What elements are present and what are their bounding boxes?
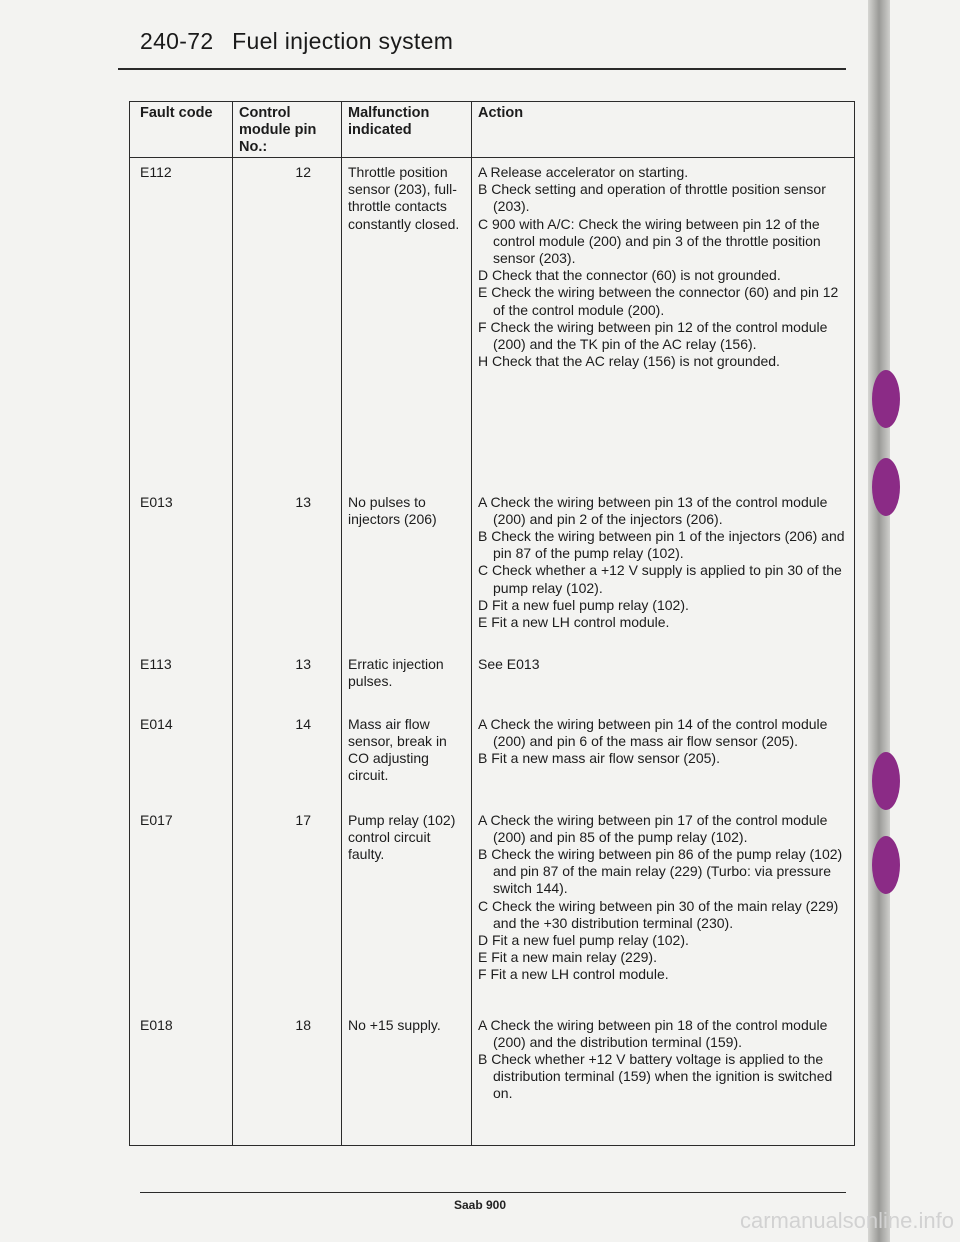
punch-hole (872, 370, 900, 428)
action-step: See E013 (478, 655, 540, 672)
action-step: B Fit a new mass air flow sensor (205). (478, 749, 720, 766)
action-step: B Check setting and operation of throttle position sensor (203). (478, 181, 826, 215)
action-step: A Check the wiring between pin 17 of the control module (200) and pin 85 of the pump relay (102). (478, 811, 828, 845)
footer-rule (140, 1192, 846, 1193)
actions (472, 806, 855, 1011)
fault-code: E113 (130, 650, 233, 710)
actions (472, 650, 855, 710)
pin-number: 17 (233, 806, 342, 1011)
malfunction: Erratic injection pulses. (342, 650, 472, 710)
action-step: H Check that the AC relay (156) is not grounded. (478, 353, 780, 370)
action-step: D Fit a new fuel pump relay (102). (478, 596, 689, 613)
malfunction: Throttle position sensor (203), full-throttle contacts constantly closed. (342, 158, 472, 488)
action-step: F Fit a new LH control module. (478, 966, 669, 983)
malfunction: Pump relay (102) control circuit faulty. (342, 806, 472, 1011)
malfunction: No +15 supply. (342, 1011, 472, 1146)
action-step: C Check the wiring between pin 30 of the main relay (229) and the +30 distribution terminal (230). (478, 897, 839, 931)
action-step: E Fit a new LH control module. (478, 613, 670, 630)
table-row (130, 1011, 855, 1146)
section-title: Fuel injection system (232, 28, 454, 54)
action-step: C Check whether a +12 V supply is applied to pin 30 of the pump relay (102). (478, 562, 842, 596)
fault-code: E017 (130, 806, 233, 1011)
fault-code: E112 (130, 158, 233, 488)
malfunction: No pulses to injectors (206) (342, 488, 472, 650)
pin-number: 14 (233, 710, 342, 806)
action-step: A Check the wiring between pin 14 of the control module (200) and pin 6 of the mass air flow sensor (205). (478, 715, 828, 749)
col-header-malfunction: Malfunction indicated (342, 102, 472, 158)
punch-hole (872, 752, 900, 810)
page-footer: Saab 900 (453, 1198, 507, 1212)
col-header-fault-code: Fault code (130, 102, 233, 158)
fault-code: E014 (130, 710, 233, 806)
fault-code: E018 (130, 1011, 233, 1146)
punch-hole (872, 836, 900, 894)
action-step: D Fit a new fuel pump relay (102). (478, 931, 689, 948)
page-number: 240-72 (140, 28, 214, 54)
col-header-action: Action (472, 102, 855, 158)
action-step: E Fit a new main relay (229). (478, 949, 657, 966)
col-header-pin: Control module pin No.: (233, 102, 342, 158)
table-row (130, 158, 855, 488)
pin-number: 12 (233, 158, 342, 488)
action-step: B Check whether +12 V battery voltage is applied to the distribution terminal (159) when the ignition is switched on. (478, 1050, 833, 1102)
action-step: D Check that the connector (60) is not grounded. (478, 267, 781, 284)
action-step: F Check the wiring between pin 12 of the control module (200) and the TK pin of the AC relay (156). (478, 318, 828, 353)
table-row (130, 650, 855, 710)
action-step: A Check the wiring between pin 18 of the control module (200) and the distribution terminal (159). (478, 1016, 828, 1050)
action-step: A Release accelerator on starting. (478, 164, 689, 180)
punch-hole (872, 458, 900, 516)
action-step: B Check the wiring between pin 1 of the injectors (206) and pin 87 of the pump relay (102). (478, 527, 845, 562)
pin-number: 13 (233, 488, 342, 650)
fault-code-table (129, 101, 855, 1146)
header-rule (118, 68, 846, 70)
actions (472, 1011, 855, 1146)
action-step: A Check the wiring between pin 13 of the control module (200) and pin 2 of the injectors (206). (478, 493, 828, 527)
table-row (130, 710, 855, 806)
table-row (130, 488, 855, 650)
table-row (130, 806, 855, 1011)
watermark: carmanualsonline.info (739, 1208, 954, 1233)
actions (472, 710, 855, 806)
action-step: B Check the wiring between pin 86 of the pump relay (102) and pin 87 of the main relay (229) (Turbo: via pressure switch 144). (478, 845, 843, 897)
malfunction: Mass air flow sensor, break in CO adjusting circuit. (342, 710, 472, 806)
action-step: E Check the wiring between the connector (60) and pin 12 of the control module (200). (478, 284, 839, 318)
fault-code: E013 (130, 488, 233, 650)
binding-edge (868, 0, 890, 1242)
action-step: C 900 with A/C: Check the wiring between pin 12 of the control module (200) and pin 3 of the throttle position sensor (203). (478, 215, 821, 267)
actions (472, 488, 855, 650)
page-header (140, 28, 453, 55)
pin-number: 18 (233, 1011, 342, 1146)
pin-number: 13 (233, 650, 342, 710)
actions (472, 158, 855, 488)
